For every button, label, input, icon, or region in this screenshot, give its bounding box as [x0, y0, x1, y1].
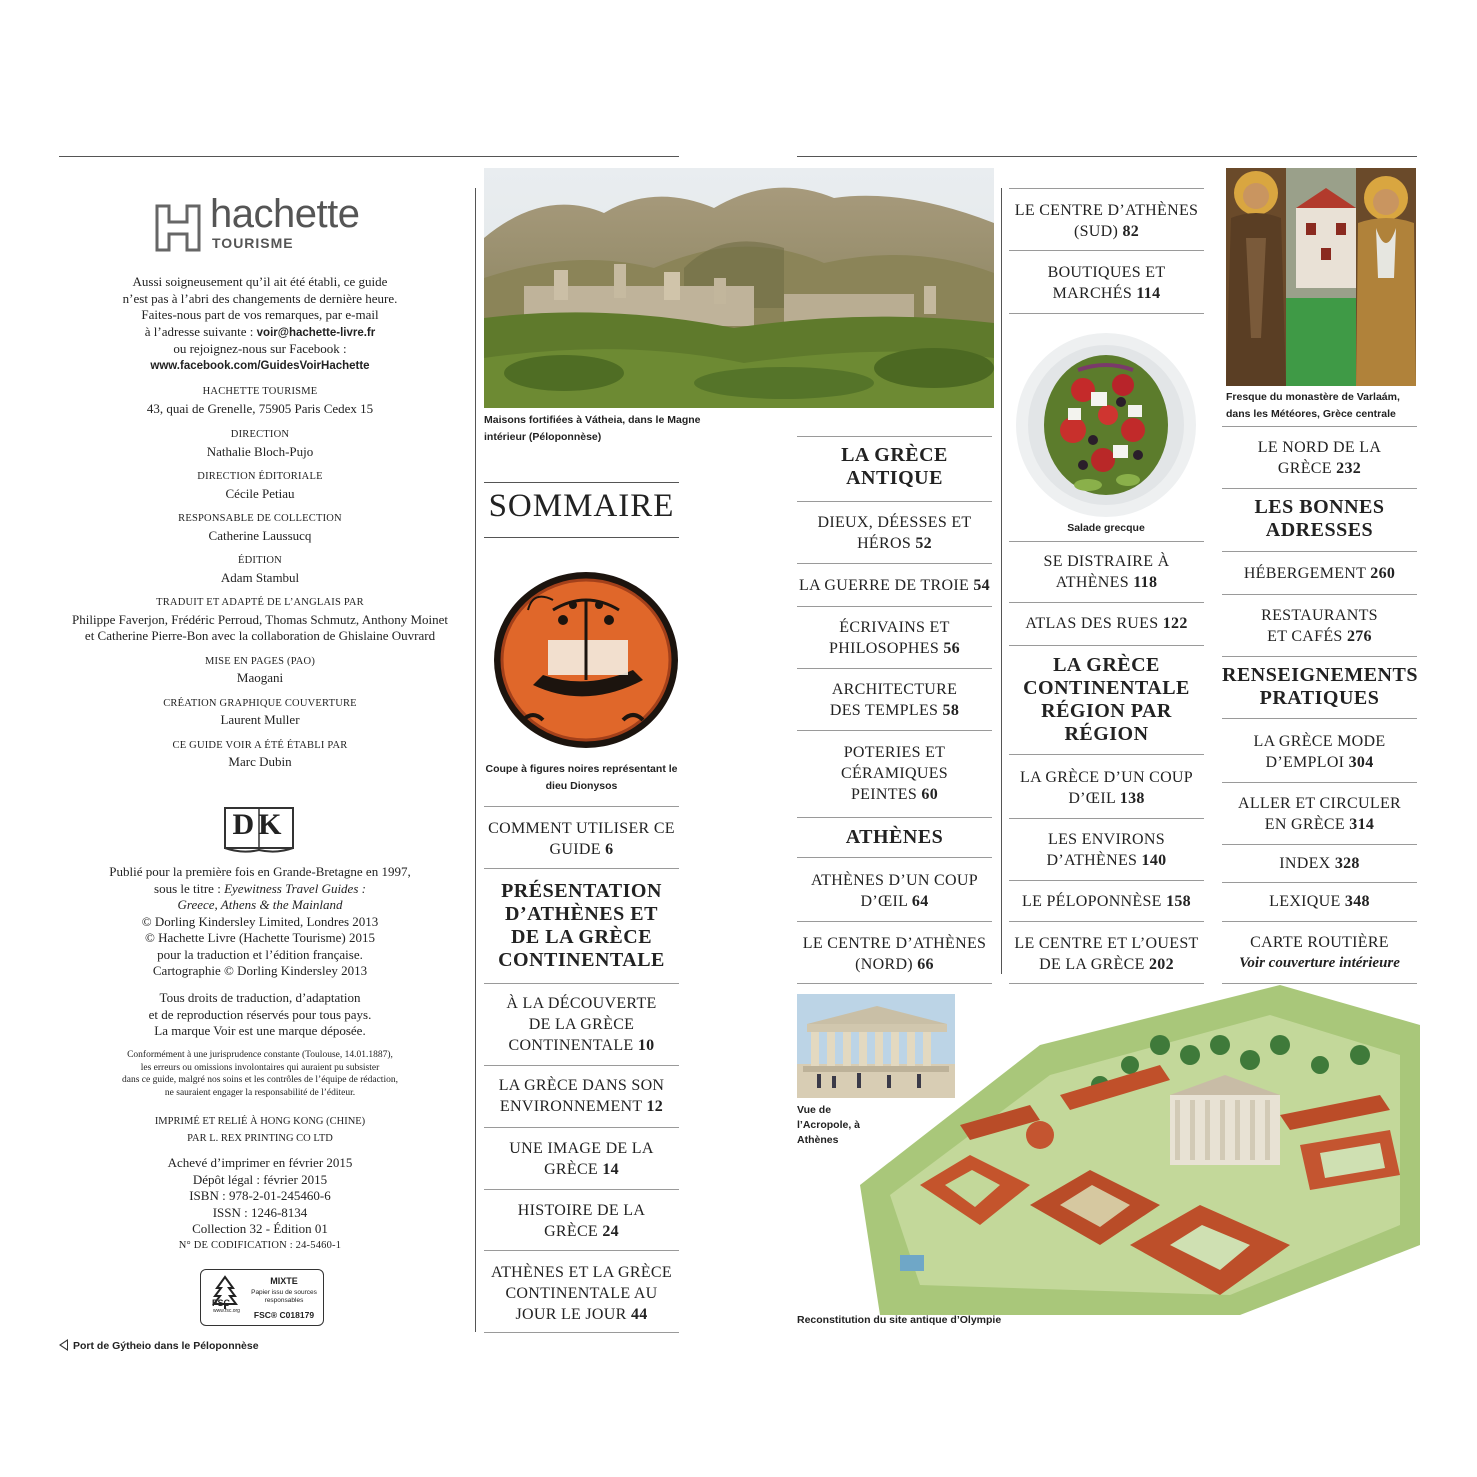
credit-entry: RESPONSABLE DE COLLECTION Catherine Laussucq [178, 513, 342, 543]
imprint-intro [60, 274, 460, 374]
toc-item-atlas[interactable]: ATLAS DES RUES 122 [1025, 615, 1188, 632]
toc-item-boutiques[interactable]: BOUTIQUES ET MARCHÉS 114 [1047, 264, 1166, 302]
toc-item-aller-circuler[interactable]: ALLER ET CIRCULER EN GRÈCE 314 [1237, 795, 1402, 833]
logo-wordmark: hachette [210, 192, 360, 236]
salade-photo [1013, 330, 1199, 520]
toc-note-couverture: Voir couverture intérieure [1239, 955, 1400, 971]
toc-item-image[interactable]: UNE IMAGE DE LA GRÈCE 14 [509, 1140, 654, 1178]
legal-notice: Conformément à une jurisprudence constante (Toulouse, 14.01.1887), les erreurs ou omissions involontaires qui auraient pu subsister dans ce guide, malgré nos soins et les contrôles de l’équipe de rédaction, ne sauraient engager la responsabilité de l’éditeur. [122, 1050, 398, 1098]
rights-block: Tous droits de traduction, d’adaptation et de reproduction réservés pour tous pays. La marque Voir est une marque déposée. [148, 990, 372, 1038]
toc-item-histoire[interactable]: HISTOIRE DE LA GRÈCE 24 [517, 1202, 646, 1240]
toc-item-jour-le-jour[interactable]: ATHÈNES ET LA GRÈCE CONTINENTALE AU JOUR LE JOUR 44 [491, 1264, 672, 1323]
salade-caption: Salade grecque [1067, 522, 1145, 534]
toc-item-se-distraire[interactable]: SE DISTRAIRE À ATHÈNES 118 [1043, 553, 1170, 591]
toc-section-bonnes-adresses[interactable]: LES BONNES ADRESSES [1254, 496, 1385, 541]
toc-section-athenes[interactable]: ATHÈNES [845, 826, 944, 848]
credit-entry: TRADUIT ET ADAPTÉ DE L’ANGLAIS PAR Philippe Faverjon, Frédéric Perroud, Thomas Schmutz, Anthony Moinet et Catherine Pierre-Bon avec la collaboration de Ghislaine Ouvrard [72, 597, 448, 643]
dk-letters: DK [232, 808, 286, 841]
toc-item-centre-ouest[interactable]: LE CENTRE ET L’OUEST DE LA GRÈCE 202 [1014, 935, 1199, 973]
toc-item-dieux[interactable]: DIEUX, DÉESSES ET HÉROS 52 [817, 514, 972, 552]
credit-entry: DIRECTION Nathalie Bloch-Pujo [206, 429, 314, 459]
column-divider [1001, 188, 1002, 974]
toc-item-restaurants[interactable]: RESTAURANTS ET CAFÉS 276 [1261, 607, 1378, 645]
address-block [60, 384, 460, 417]
fsc-url: www.fsc.org [213, 1308, 240, 1314]
acropole-caption: Vue de l’Acropole, à Athènes [797, 1104, 861, 1146]
toc-item-troie[interactable]: LA GUERRE DE TROIE 54 [799, 577, 990, 594]
hachette-logo-icon [155, 204, 203, 254]
coupe-photo [493, 570, 679, 750]
toc-item-index[interactable]: INDEX 328 [1279, 855, 1360, 872]
toc-item-poteries[interactable]: POTERIES ET CÉRAMIQUES PEINTES 60 [840, 744, 948, 803]
toc-item-centre-nord[interactable]: LE CENTRE D’ATHÈNES (NORD) 66 [802, 935, 987, 973]
intro-line: Faites-nous part de vos remarques, par e-mail [141, 307, 379, 322]
hachette-tourisme-logo [155, 192, 375, 256]
toc-item-carte-routiere[interactable]: CARTE ROUTIÈRE Voir couverture intérieure [1222, 932, 1417, 974]
intro-line: Aussi soigneusement qu’il ait été établi, ce guide [132, 274, 388, 289]
fsc-text: FSC [212, 1298, 230, 1308]
toc-item-peloponnese[interactable]: LE PÉLOPONNÈSE 158 [1022, 893, 1191, 910]
top-rule-left [59, 156, 679, 157]
toc-item-ecrivains[interactable]: ÉCRIVAINS ET PHILOSOPHES 56 [829, 619, 960, 657]
print-info-block: Achevé d’imprimer en février 2015 Dépôt légal : février 2015 ISBN : 978-2-01-245460-6 ISSN : 1246-8134 Collection 32 - Édition 01 N° DE CODIFICATION : 24-5460-1 [167, 1155, 353, 1251]
column-divider [475, 188, 476, 1332]
credit-entry: CE GUIDE VOIR A ÉTÉ ÉTABLI PAR Marc Dubin [172, 739, 348, 769]
toc-item-decouverte[interactable]: À LA DÉCOUVERTE DE LA GRÈCE CONTINENTALE 10 [506, 995, 657, 1054]
vatheia-photo [484, 168, 994, 408]
toc-item-mode-emploi[interactable]: LA GRÈCE MODE D’EMPLOI 304 [1253, 733, 1386, 771]
intro-line: ou rejoignez-nous sur Facebook : [173, 341, 347, 356]
printer-block: IMPRIMÉ ET RELIÉ À HONG KONG (CHINE) PAR L. REX PRINTING CO LTD [154, 1116, 366, 1144]
vatheia-caption: Maisons fortifiées à Vátheia, dans le Magne intérieur (Péloponnèse) [484, 414, 701, 443]
fresque-photo [1226, 168, 1416, 386]
fsc-label [200, 1269, 324, 1326]
email-link[interactable]: voir@hachette-livre.fr [256, 326, 376, 339]
original-title: Greece, Athens & the Mainland [177, 897, 343, 912]
intro-line: n’est pas à l’abri des changements de dernière heure. [122, 290, 398, 306]
fresque-caption: Fresque du monastère de Varlaám, dans les Météores, Grèce centrale [1226, 391, 1400, 420]
toc-item-lexique[interactable]: LEXIQUE 348 [1269, 893, 1370, 910]
toc-title-rule [484, 537, 679, 538]
fsc-paper-source: Papier issu de sources responsables [251, 1289, 317, 1304]
fsc-mixte: MIXTE [270, 1276, 298, 1286]
address-text: 43, quai de Grenelle, 75905 Paris Cedex 15 [146, 400, 374, 416]
toc-item-hebergement[interactable]: HÉBERGEMENT 260 [1243, 565, 1396, 582]
credits-block [60, 427, 460, 771]
toc-section-renseignements[interactable]: RENSEIGNEMENTS PRATIQUES [1222, 664, 1418, 709]
logo-subtitle: TOURISME [212, 235, 294, 251]
toc-section-grece-antique[interactable]: LA GRÈCE ANTIQUE [841, 444, 948, 489]
toc-section-presentation[interactable]: PRÉSENTATION D’ATHÈNES ET DE LA GRÈCE CONTINENTALE [498, 880, 665, 971]
toc-item-comment-utiliser[interactable]: COMMENT UTILISER CE GUIDE 6 [488, 820, 675, 858]
toc-title-rule [484, 482, 679, 483]
toc-section-region-par-region[interactable]: LA GRÈCE CONTINENTALE RÉGION PAR RÉGION [1023, 654, 1190, 745]
toc-title: SOMMAIRE [488, 488, 675, 524]
arrow-left-icon [59, 1339, 68, 1351]
toc-item-architecture[interactable]: ARCHITECTURE DES TEMPLES 58 [829, 681, 960, 719]
credit-entry: ÉDITION Adam Stambul [220, 555, 300, 585]
fsc-code: FSC® C018179 [253, 1310, 315, 1320]
dk-logo [222, 806, 296, 856]
toc-item-centre-sud[interactable]: LE CENTRE D’ATHÈNES (SUD) 82 [1014, 202, 1199, 240]
publication-title-line: sous le titre : Eyewitness Travel Guides : [154, 880, 366, 896]
bottom-caption: Port de Gýtheio dans le Péloponnèse [59, 1338, 259, 1355]
address-title: HACHETTE TOURISME [202, 386, 318, 397]
toc-item-environnement[interactable]: LA GRÈCE DANS SON ENVIRONNEMENT 12 [498, 1077, 665, 1115]
top-rule-right [797, 156, 1417, 157]
coupe-caption: Coupe à figures noires représentant le dieu Dionysos [485, 763, 678, 792]
credit-entry: MISE EN PAGES (PAO) Maogani [204, 655, 316, 685]
toc-item-nord[interactable]: LE NORD DE LA GRÈCE 232 [1257, 439, 1382, 477]
toc-item-grece-coup-oeil[interactable]: LA GRÈCE D’UN COUP D’ŒIL 138 [1020, 769, 1193, 807]
intro-email-line: à l’adresse suivante : voir@hachette-livre.fr [144, 323, 376, 339]
credit-entry: DIRECTION ÉDITORIALE Cécile Petiau [197, 471, 323, 501]
publication-block: Publié pour la première fois en Grande-Bretagne en 1997, sous le titre : Eyewitness Travel Guides : Greece, Athens & the Mainland © Dorling Kindersley Limited, Londres 2013 © Hachette Livre (Hachette Tourisme) 2015 pour la traduction et l’édition française. Cartographie © Dorling Kindersley 2013 [60, 864, 460, 980]
credit-entry: CRÉATION GRAPHIQUE COUVERTURE Laurent Muller [163, 697, 357, 727]
toc-item-environs[interactable]: LES ENVIRONS D’ATHÈNES 140 [1046, 831, 1167, 869]
olympie-caption: Reconstitution du site antique d’Olympie [797, 1314, 1002, 1326]
olympie-illustration [860, 985, 1420, 1315]
toc-item-athenes-coup-oeil[interactable]: ATHÈNES D’UN COUP D’ŒIL 64 [811, 872, 978, 910]
facebook-link[interactable]: www.facebook.com/GuidesVoirHachette [150, 359, 370, 372]
